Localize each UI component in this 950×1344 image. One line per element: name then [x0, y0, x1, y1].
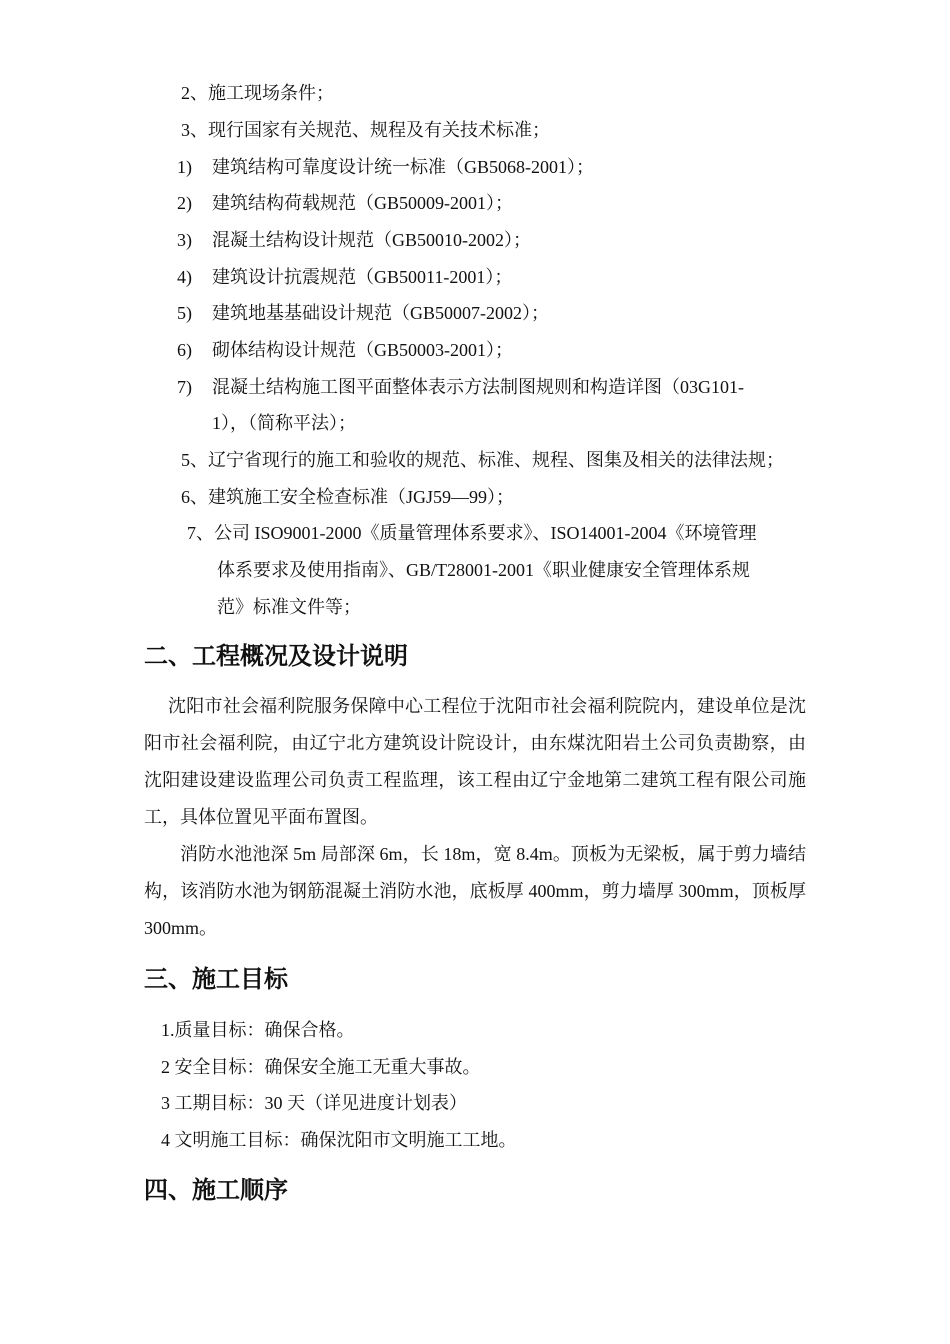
- section-2-heading: 二、工程概况及设计说明: [144, 642, 408, 670]
- basis-item-3: 3、现行国家有关规范、规程及有关技术标准；: [181, 120, 550, 140]
- standard-text: 建筑结构荷载规范（GB50009-2001）；: [212, 193, 513, 213]
- basis-item-7-line-1: 7、公司 ISO9001-2000《质量管理体系要求》、ISO14001-2004《环境管理: [187, 523, 757, 543]
- standard-text-continued: 1），（简称平法）；: [212, 413, 356, 433]
- section-2-paragraph-2: 消防水池池深 5m 局部深 6m，长 18m，宽 8.4m。顶板为无梁板，属于剪力墙结构，该消防水池为钢筋混凝土消防水池，底板厚 400mm，剪力墙厚 300mm，顶板厚 300mm。: [144, 844, 806, 938]
- standard-number: 6): [177, 340, 192, 360]
- section-2-paragraph-1: 沈阳市社会福利院服务保障中心工程位于沈阳市社会福利院院内，建设单位是沈阳市社会福利院，由辽宁北方建筑设计院设计，由东煤沈阳岩土公司负责勘察，由沈阳建设建设监理公司负责工程监理，该工程由辽宁金地第二建筑工程有限公司施工，具体位置见平面布置图。: [144, 696, 806, 827]
- section-3-heading: 三、施工目标: [144, 965, 288, 993]
- standard-text: 混凝土结构设计规范（GB50010-2002）；: [212, 230, 531, 250]
- standard-number: 7): [177, 377, 192, 397]
- section-4-heading: 四、施工顺序: [144, 1176, 288, 1204]
- standard-text: 砌体结构设计规范（GB50003-2001）；: [212, 340, 513, 360]
- standard-text: 建筑设计抗震规范（GB50011-2001）；: [212, 267, 513, 287]
- standard-text: 建筑地基基础设计规范（GB50007-2002）；: [212, 303, 549, 323]
- basis-item-6: 6、建筑施工安全检查标准（JGJ59—99）；: [181, 487, 515, 507]
- basis-item-7-line-3: 范》标准文件等；: [217, 597, 361, 617]
- standard-number: 4): [177, 267, 192, 287]
- basis-item-5: 5、辽宁省现行的施工和验收的规范、标准、规程、图集及相关的法律法规；: [181, 450, 784, 470]
- standard-text: 混凝土结构施工图平面整体表示方法制图规则和构造详图（03G101-: [212, 377, 744, 397]
- standard-number: 2): [177, 193, 192, 213]
- standard-number: 3): [177, 230, 192, 250]
- standard-text: 建筑结构可靠度设计统一标准（GB5068-2001）；: [212, 157, 594, 177]
- goal-quality: 1.质量目标：确保合格。: [161, 1020, 355, 1040]
- basis-item-2: 2、施工现场条件；: [181, 83, 334, 103]
- goal-civilized-construction: 4 文明施工目标：确保沈阳市文明施工工地。: [161, 1130, 517, 1150]
- standard-number: 1): [177, 157, 192, 177]
- goal-safety: 2 安全目标：确保安全施工无重大事故。: [161, 1057, 481, 1077]
- basis-item-7-line-2: 体系要求及使用指南》、GB/T28001-2001《职业健康安全管理体系规: [217, 560, 750, 580]
- standard-number: 5): [177, 303, 192, 323]
- goal-schedule: 3 工期目标：30 天（详见进度计划表）: [161, 1093, 467, 1113]
